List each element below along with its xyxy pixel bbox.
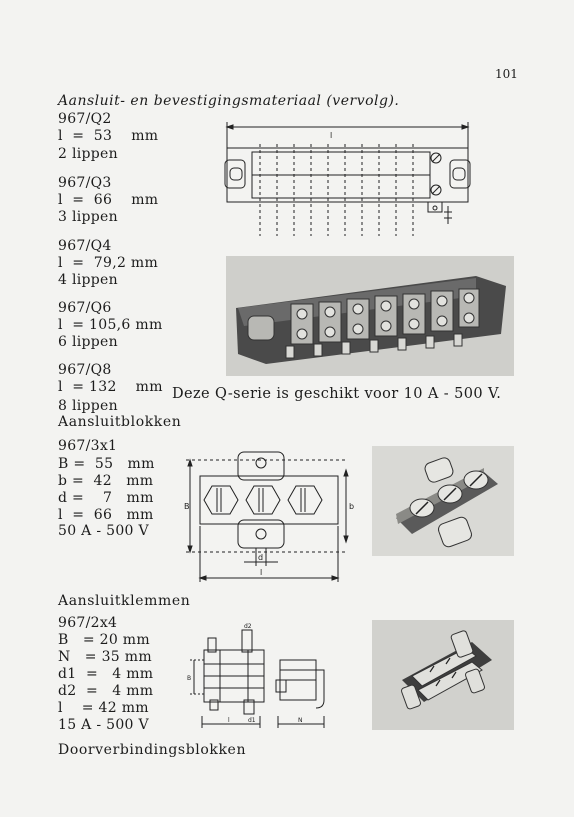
q3-type: 967/Q3 bbox=[58, 175, 112, 191]
clamp-N-label: N bbox=[298, 717, 303, 724]
q-series-photo bbox=[226, 256, 514, 376]
clamp-d2-label: d2 bbox=[244, 623, 252, 630]
q8-lips: 8 lippen bbox=[58, 398, 118, 414]
q3-lips: 3 lippen bbox=[58, 209, 118, 225]
q3-length: l = 66 mm bbox=[58, 192, 159, 208]
section-aansluitblokken: Aansluitblokken bbox=[58, 414, 182, 430]
block-spec-d: d = 7 mm bbox=[58, 490, 154, 506]
clamp-l-label: l bbox=[228, 717, 230, 724]
q6-type: 967/Q6 bbox=[58, 300, 112, 316]
section-doorverbindingsblokken: Doorverbindingsblokken bbox=[58, 742, 247, 758]
q6-lips: 6 lippen bbox=[58, 334, 118, 350]
q8-type: 967/Q8 bbox=[58, 362, 112, 378]
page-heading: Aansluit- en bevestigingsmateriaal (vervolg). bbox=[58, 93, 400, 109]
q2-length: l = 53 mm bbox=[58, 128, 159, 144]
block-type: 967/3x1 bbox=[58, 438, 118, 454]
q-length-label: l bbox=[330, 131, 333, 140]
block-3x1-photo bbox=[372, 446, 514, 556]
q-series-drawing bbox=[222, 118, 482, 243]
block-spec-b: b = 42 mm bbox=[58, 473, 154, 489]
block-spec-l: l = 66 mm bbox=[58, 507, 154, 523]
clamp-type: 967/2x4 bbox=[58, 615, 118, 631]
q4-length: l = 79,2 mm bbox=[58, 255, 159, 271]
q4-lips: 4 lippen bbox=[58, 272, 118, 288]
block-3x1-drawing bbox=[186, 446, 361, 588]
q-series-note: Deze Q-serie is geschikt voor 10 A - 500 V. bbox=[172, 386, 502, 402]
q4-type: 967/Q4 bbox=[58, 238, 112, 254]
clamp-rating: 15 A - 500 V bbox=[58, 717, 149, 733]
clamp-spec-B: B = 20 mm bbox=[58, 632, 150, 648]
q6-length: l = 105,6 mm bbox=[58, 317, 163, 333]
clamp-spec-d1: d1 = 4 mm bbox=[58, 666, 154, 682]
section-aansluitklemmen: Aansluitklemmen bbox=[58, 593, 191, 609]
clamp-spec-d2: d2 = 4 mm bbox=[58, 683, 154, 699]
q2-lips: 2 lippen bbox=[58, 146, 118, 162]
block-b-label: b bbox=[349, 502, 355, 511]
clamp-2x4-photo bbox=[372, 620, 514, 730]
q8-length: l = 132 mm bbox=[58, 379, 163, 395]
block-rating: 50 A - 500 V bbox=[58, 523, 149, 539]
block-spec-B: B = 55 mm bbox=[58, 456, 155, 472]
block-B-label: B bbox=[184, 502, 190, 511]
clamp-d1-label: d1 bbox=[248, 717, 256, 724]
block-d-label: d bbox=[258, 553, 264, 562]
clamp-B-label: B bbox=[187, 675, 192, 682]
clamp-spec-N: N = 35 mm bbox=[58, 649, 152, 665]
clamp-spec-l: l = 42 mm bbox=[58, 700, 149, 716]
clamp-2x4-drawing bbox=[184, 620, 334, 732]
block-l-label: l bbox=[260, 568, 263, 577]
q2-type: 967/Q2 bbox=[58, 111, 112, 127]
page-number: 101 bbox=[495, 67, 518, 81]
